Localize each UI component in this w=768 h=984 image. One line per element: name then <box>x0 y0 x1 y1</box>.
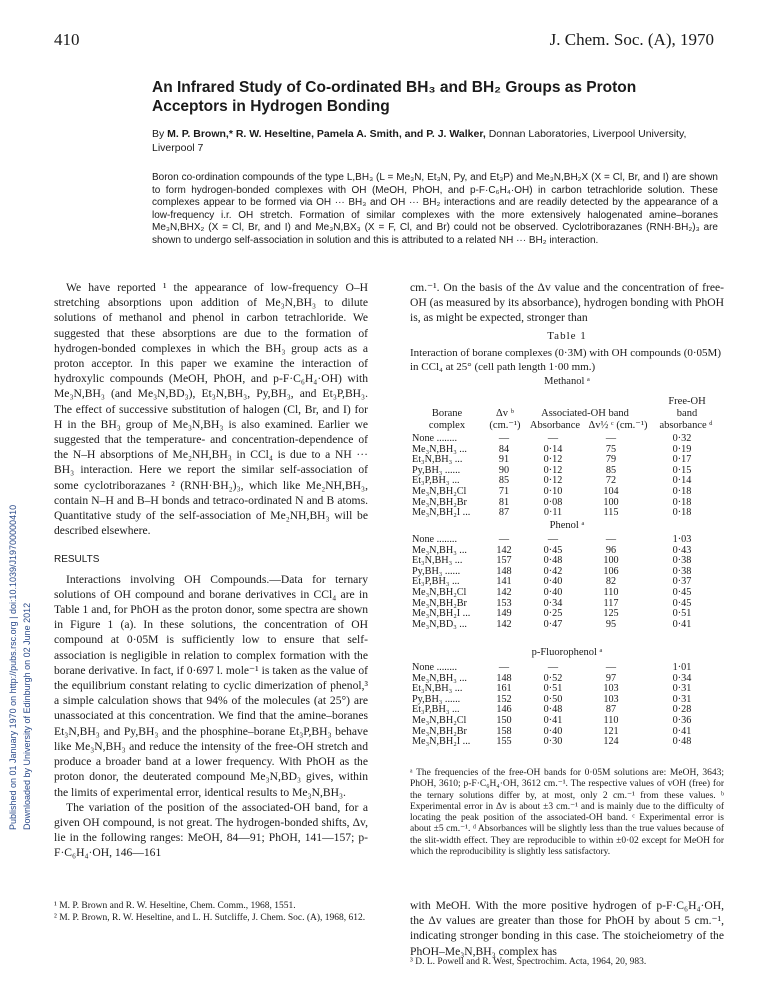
cell: 115 <box>603 507 619 519</box>
cell: Et₃N,BH₃ ... <box>412 683 463 695</box>
cell: Et₃N,BH₃ ... <box>412 555 463 567</box>
results-paragraph: Interactions involving OH Compounds.—Data for ternary solutions of OH compound and borane derivatives in CCl₄ are in Table 1 and, for PhOH as the proton donor, some spectra are shown in Figure 1 (a). In these solutions, the concentration of OH compound at 0·05M is sufficiently low to ensure that self-association is negligible in relation to complex formation with the borane derivative. In fact, if 0·697 l. mole⁻¹ is taken as the value of the equilibrium constant relating to cyclic dimerization of phenol,³ a simple calculation shows that 94% of the molecules (at 25°) are unassociated at this concentration. We find that the amine–boranes Et₃N,BH₃ and Py,BH₃ and the phosphine–borane Et₃P,BH₃ behave like Me₃N,BH₃ and reduce the intensity of the free-OH stretch and produce a broader band at a lower frequency. With PhOH as the proton donor, the deuterated compound Me₃N,BD₃ gives, within the limits of experimental error, identical results to Me₃N,BH₃. <box>54 572 368 799</box>
cell: 0·40 <box>543 725 563 737</box>
header-free-1: Free-OH <box>668 396 706 407</box>
cell: 0·48 <box>543 555 563 567</box>
cell: 0·08 <box>543 496 563 508</box>
abstract: Boron co-ordination compounds of the type L,BH₃ (L = Me₃N, Et₃N, Py, and Et₃P) and Me₃N,BH₂X (X = Cl, Br, and I) are shown to form hydrogen-bonded complexes with OH (MeOH, PhOH, and p-F·C₆H₄·OH) in carbon tetrachloride solution. These complexes appear to be formed via OH ··· BH₃ and OH ··· BH₂ interactions and are readily detected by the appearance of a low-frequency i.r. OH stretch. Formation of similar complexes with the more extensively halogenated amine–boranes Me₃N,BHX₂ (X = Cl, Br, and I) and Me₃N,BX₃ (X = F, Cl, and Br) could not be observed. Cyclotriborazanes (RNH·BH₂)₃ are shown to undergo self-association in solution and this is attributed to a related NH ··· BH₂ interaction. <box>152 172 718 246</box>
cell: 117 <box>603 597 619 609</box>
cell: Me₃N,BH₂Cl <box>412 485 467 497</box>
table-row <box>410 663 724 674</box>
header-free-2: band <box>676 408 698 419</box>
cell: 0·14 <box>543 443 563 455</box>
cell: Me₃N,BH₂Br <box>412 725 467 737</box>
cell: 157 <box>496 555 512 567</box>
side-watermark <box>10 130 30 830</box>
group-label-fluorophenol: p-Fluorophenol ᵃ <box>531 647 603 658</box>
cell: 0·14 <box>672 475 692 487</box>
cell: Me₃N,BH₂Br <box>412 496 467 508</box>
cell: 0·40 <box>543 576 563 588</box>
cell: 142 <box>496 544 512 556</box>
cell: 0·40 <box>543 586 563 598</box>
cell: 142 <box>496 618 512 630</box>
cell: 95 <box>605 618 617 630</box>
cell: 0·51 <box>543 683 563 695</box>
cell: Py,BH₃ ...... <box>412 464 461 476</box>
article-title: An Infrared Study of Co-ordinated BH₃ and BH₂ Groups as Proton Acceptors in Hydrogen Bonding <box>152 79 637 115</box>
table-title: Table 1 <box>547 330 587 342</box>
cell: 82 <box>605 576 617 588</box>
cell: 150 <box>496 714 512 726</box>
cell: 0·17 <box>672 454 692 466</box>
cell: 91 <box>498 454 510 466</box>
table-row <box>410 716 724 727</box>
cell: 148 <box>496 565 512 577</box>
journal-header: J. Chem. Soc. (A), 1970 <box>549 30 714 49</box>
cell: — <box>547 662 559 673</box>
cell: 0·31 <box>672 683 692 695</box>
cell: 103 <box>603 683 619 695</box>
cell: 0·34 <box>672 672 692 684</box>
header-dv: Δv ᵇ <box>496 408 514 419</box>
cell: 142 <box>496 586 512 598</box>
cell: 124 <box>603 736 619 748</box>
cell: 100 <box>603 496 619 508</box>
cell: — <box>547 433 559 444</box>
cell: Et₃N,BH₃ ... <box>412 454 463 466</box>
cell: 1·01 <box>672 662 692 673</box>
cell: 0·36 <box>672 714 692 726</box>
cell: 72 <box>605 475 617 487</box>
cell: Et₃P,BH₃ ... <box>412 576 460 588</box>
table-row <box>410 620 724 631</box>
header-associated: Associated-OH band <box>541 408 629 419</box>
cell: 0·18 <box>672 507 692 519</box>
cell: Me₃N,BH₃ ... <box>412 672 467 684</box>
group-label-methanol: Methanol ᵃ <box>544 376 590 387</box>
download-note: Downloaded by University of Edinburgh on 02 June 2012 <box>22 602 32 830</box>
header-complex: complex <box>428 420 466 431</box>
cell: None ........ <box>412 534 457 545</box>
group-label-phenol: Phenol ᵃ <box>549 520 585 531</box>
footnote-2: ² M. P. Brown, R. W. Heseltine, and L. H. Sutcliffe, J. Chem. Soc. (A), 1968, 612. <box>54 913 366 923</box>
cell: — <box>547 534 559 545</box>
author-line <box>152 127 722 155</box>
cell: Me₃N,BH₂I ... <box>412 736 471 748</box>
cell: Me₃N,BH₂I ... <box>412 608 471 620</box>
table-row <box>410 737 724 748</box>
cell: Py,BH₃ ...... <box>412 693 461 705</box>
cell: 0·12 <box>543 464 563 476</box>
shift-paragraph: The variation of the position of the associated-OH band, for a given OH compound, is not great. The hydrogen-bonded shifts, Δv, lie in the following ranges: MeOH, 84—91; PhOH, 141—157; p-F·C₆H₄·OH, 146—161 <box>54 800 368 860</box>
cell: 121 <box>603 725 619 737</box>
header-halfwidth: Δv½ ᶜ (cm.⁻¹) <box>588 420 648 431</box>
header-absorbance: Absorbance <box>529 420 581 431</box>
cell: 0·41 <box>672 725 692 737</box>
table-fluorophenol <box>410 663 724 748</box>
cell: 158 <box>496 725 512 737</box>
cell: 110 <box>603 714 619 726</box>
cell: 100 <box>603 555 619 567</box>
cell: 153 <box>496 597 512 609</box>
right-paragraph-2: with MeOH. With the more positive hydrogen of p-F·C₆H₄·OH, the Δv values are greater than those for PhOH by about 5 cm.⁻¹, indicating stronger bonding in this case. The stoicheiometry of the PhOH–Me₃N,BH₃ complex has <box>410 899 724 958</box>
left-column <box>54 280 368 861</box>
cell: Me₃N,BH₃ ... <box>412 443 467 455</box>
table-row <box>410 588 724 599</box>
cell: 0·38 <box>672 555 692 567</box>
cell: 148 <box>496 672 512 684</box>
cell: 71 <box>498 485 510 497</box>
intro-paragraph: We have reported ¹ the appearance of low-frequency O–H stretching absorptions upon addition of Me₃N,BH₃ to dilute solutions of methanol and phenol in carbon tetrachloride. We suggested that these absorptions are due to the formation of hydrogen-bonded complexes in which the BH₃ group acts as a proton acceptor. In this paper we examine the interaction of hydroxylic compounds (MeOH, PhOH, and p-F·C₆H₄·OH) with Me₃N,BH₃ (and Me₃N,BD₃), Et₃N,BH₃, Py,BH₃, and Et₃P,BH₃. The effect of successive substitution of halogen (Cl, Br, and I) for H in the BH₃ group of Me₃N,BH₃ is also examined. Earlier we suggested that the temperature- and concentration-dependence of the N–H absorptions of Me₂NH,BH₃ in CCl₄ is due to a NH ··· BH₃ interaction. Here we report the similar self-association of some cyclotriborazanes ² (RNH·BH₂)₃, which like Me₂NH,BH₃, contain N–H and B–H bonds and tetraco-ordinated N and B atoms. Quantitative study of the self-association of Me₂NH,BH₃ will be described elsewhere. <box>54 281 368 538</box>
cell: 96 <box>605 544 617 556</box>
footnote-1: ¹ M. P. Brown and R. W. Heseltine, Chem. Comm., 1968, 1551. <box>54 901 296 911</box>
cell: 87 <box>605 704 617 716</box>
affiliation: Donnan Laboratories, Liverpool University, Liverpool 7 <box>152 128 687 154</box>
publish-note: Published on 01 January 1970 on http://pubs.rsc.org | doi:10.1039/J19700000410 <box>8 504 18 830</box>
cell: 110 <box>603 586 619 598</box>
cell: 0·19 <box>672 443 692 455</box>
cell: 0·47 <box>543 618 563 630</box>
cell: None ........ <box>412 662 457 673</box>
cell: 146 <box>496 704 512 716</box>
cell: 104 <box>603 485 619 497</box>
table-phenol <box>410 535 724 630</box>
cell: Py,BH₃ ...... <box>412 565 461 577</box>
cell: 0·34 <box>543 597 563 609</box>
cell: Me₃N,BH₂Cl <box>412 586 467 598</box>
cell: 0·10 <box>543 485 563 497</box>
cell: — <box>498 534 510 545</box>
cell: 106 <box>603 565 619 577</box>
author-names: M. P. Brown,* R. W. Heseltine, Pamela A. Smith, and P. J. Walker, <box>167 128 486 140</box>
cell: 161 <box>496 683 512 695</box>
cell: 85 <box>605 464 617 476</box>
cell: 75 <box>605 443 617 455</box>
cell: Me₃N,BH₂Cl <box>412 714 467 726</box>
right-column-top <box>410 280 724 326</box>
cell: 0·45 <box>672 586 692 598</box>
cell: 0·25 <box>543 608 563 620</box>
cell: 84 <box>498 443 510 455</box>
results-heading: RESULTS <box>54 554 100 566</box>
cell: 0·41 <box>672 618 692 630</box>
cell: 0·32 <box>672 433 692 444</box>
by-label: By <box>152 128 168 140</box>
cell: 0·37 <box>672 576 692 588</box>
table-row <box>410 508 724 519</box>
cell: 90 <box>498 464 510 476</box>
cell: — <box>498 433 510 444</box>
cell: 141 <box>496 576 512 588</box>
header-dv-unit: (cm.⁻¹) <box>489 420 521 431</box>
cell: 0·15 <box>672 464 692 476</box>
cell: Me₃N,BH₂I ... <box>412 507 471 519</box>
cell: — <box>498 662 510 673</box>
cell: 0·50 <box>543 693 563 705</box>
right-column-bottom <box>410 898 724 959</box>
cell: Et₃P,BH₃ ... <box>412 704 460 716</box>
cell: 0·31 <box>672 693 692 705</box>
cell: 79 <box>605 454 617 466</box>
footnotes <box>54 900 368 924</box>
cell: 0·12 <box>543 454 563 466</box>
cell: 0·18 <box>672 485 692 497</box>
header-free-3: absorbance ᵈ <box>659 420 713 431</box>
table-footnotes: ᵃ The frequencies of the free-OH bands for 0·05M solutions are: MeOH, 3643; PhOH, 3610; p-F·C₆H₄·OH, 3612 cm.⁻¹. The respective values of vOH (free) for the ternary solutions differ by, at most, only 2 cm.⁻¹ from these values. ᵇ Experimental error in Δv is about ±3 cm.⁻¹ and is mainly due to the difficulty of locating the peak position of the associated-OH band. ᶜ Experimental error is about ±5 cm.⁻¹. ᵈ Absorbances will be slightly less than the true values because of the slit-width effect. They are reproducible to within ±0·02 except for MeOH for which the reproducibility is slightly less satisfactory. <box>410 768 724 858</box>
cell: 1·03 <box>672 534 692 545</box>
cell: 0·45 <box>672 597 692 609</box>
table-row <box>410 434 724 445</box>
cell: 152 <box>496 693 512 705</box>
cell: 103 <box>603 693 619 705</box>
cell: — <box>605 433 617 444</box>
cell: 125 <box>603 608 619 620</box>
cell: 155 <box>496 736 512 748</box>
cell: 0·11 <box>543 507 563 519</box>
cell: Me₃N,BH₂Br <box>412 597 467 609</box>
cell: Me₃N,BH₃ ... <box>412 544 467 556</box>
cell: 81 <box>498 496 510 508</box>
cell: 85 <box>498 475 510 487</box>
cell: — <box>605 534 617 545</box>
footnote-3: ³ D. L. Powell and R. West, Spectrochim. Acta, 1964, 20, 983. <box>410 957 647 967</box>
cell: 0·52 <box>543 672 563 684</box>
cell: 0·48 <box>543 704 563 716</box>
cell: 0·43 <box>672 544 692 556</box>
cell: Me₃N,BD₃ ... <box>412 618 467 630</box>
cell: 0·18 <box>672 496 692 508</box>
cell: Et₃P,BH₃ ... <box>412 475 460 487</box>
cell: 0·38 <box>672 565 692 577</box>
right-paragraph-1: cm.⁻¹. On the basis of the Δv value and the concentration of free-OH (as measured by its absorbance), hydrogen bonding with PhOH is, as might be expected, stronger than <box>410 281 724 325</box>
cell: 0·30 <box>543 736 563 748</box>
table-methanol <box>410 434 724 519</box>
cell: 0·45 <box>543 544 563 556</box>
cell: 0·42 <box>543 565 563 577</box>
page-number: 410 <box>54 30 80 49</box>
cell: — <box>605 662 617 673</box>
table-caption: Interaction of borane complexes (0·3M) with OH compounds (0·05M) in CCl₄ at 25° (cell path length 1·00 mm.) <box>410 347 721 373</box>
table-row <box>410 487 724 498</box>
cell: 0·41 <box>543 714 563 726</box>
cell: 87 <box>498 507 510 519</box>
cell: None ........ <box>412 433 457 444</box>
cell: 97 <box>605 672 617 684</box>
header-borane: Borane <box>431 408 463 419</box>
cell: 0·28 <box>672 704 692 716</box>
cell: 0·48 <box>672 736 692 748</box>
cell: 149 <box>496 608 512 620</box>
cell: 0·51 <box>672 608 692 620</box>
table-row <box>410 535 724 546</box>
cell: 0·12 <box>543 475 563 487</box>
